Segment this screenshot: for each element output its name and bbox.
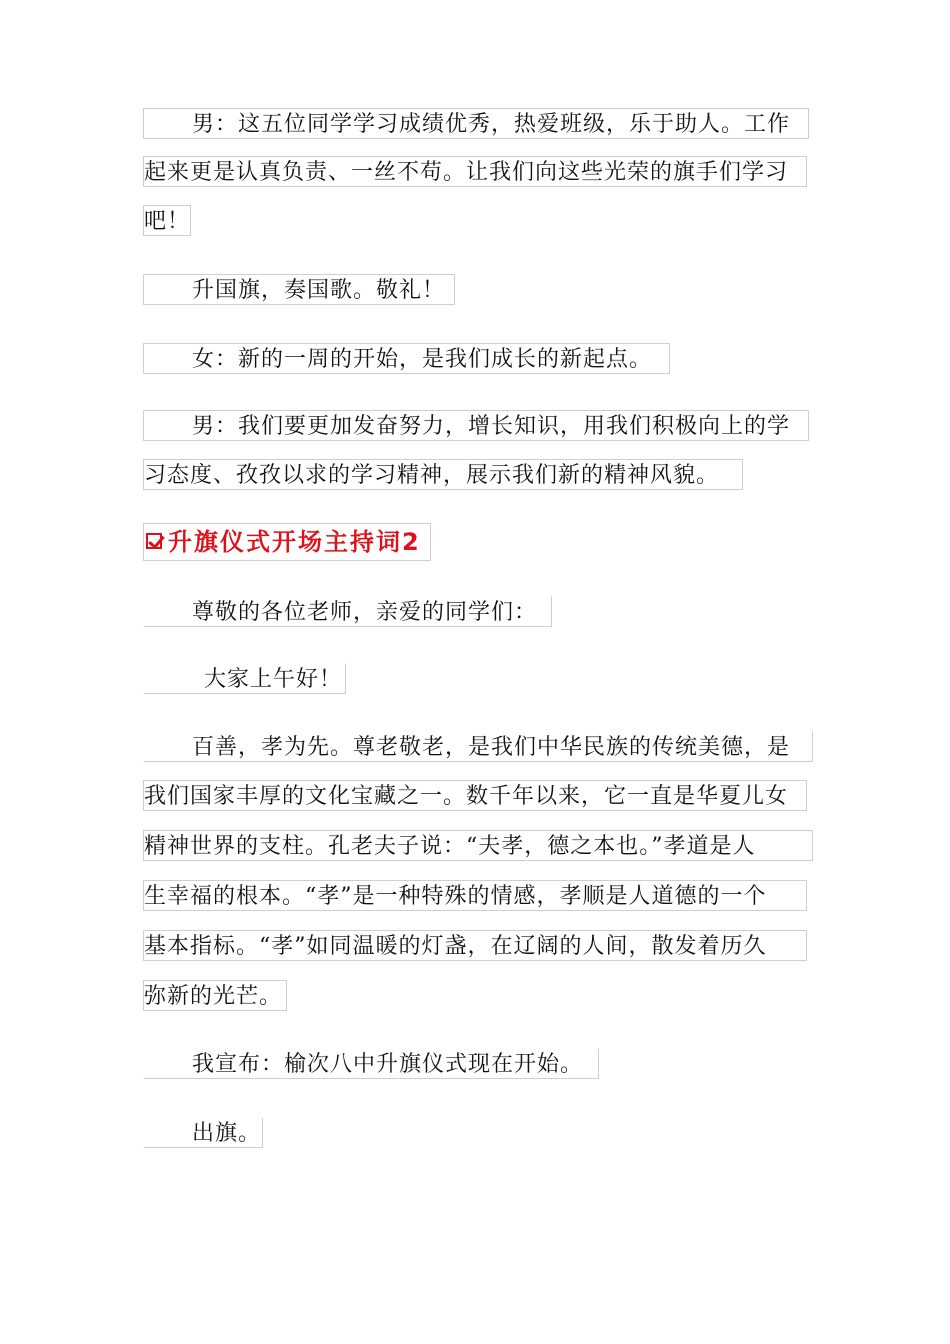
paragraph-line: 弥新的光芒。 (143, 980, 287, 1011)
paragraph-line: 大家上午好！ (143, 663, 346, 694)
paragraph-line: 男：我们要更加发奋努力，增长知识，用我们积极向上的学 (143, 410, 809, 441)
paragraph-line: 我们国家丰厚的文化宝藏之一。数千年以来，它一直是华夏儿女 (143, 780, 807, 811)
section-heading (143, 523, 431, 561)
paragraph-line: 起来更是认真负责、一丝不苟。让我们向这些光荣的旗手们学习 (143, 156, 807, 187)
paragraph-line: 精神世界的支柱。孔老夫子说：“夫孝，德之本也。”孝道是人 (143, 830, 813, 861)
paragraph-line: 升国旗，奏国歌。敬礼！ (143, 274, 455, 305)
paragraph-line: 生幸福的根本。“孝”是一种特殊的情感，孝顺是人道德的一个 (143, 880, 807, 911)
paragraph-line: 尊敬的各位老师，亲爱的同学们： (143, 596, 552, 627)
paragraph-line: 百善，孝为先。尊老敬老，是我们中华民族的传统美德，是 (143, 731, 813, 762)
paragraph-line: 出旗。 (143, 1117, 263, 1148)
paragraph-line: 基本指标。“孝”如同温暖的灯盏，在辽阔的人间，散发着历久 (143, 930, 807, 961)
paragraph-line: 女：新的一周的开始，是我们成长的新起点。 (143, 343, 670, 374)
paragraph-line: 我宣布：榆次八中升旗仪式现在开始。 (143, 1048, 599, 1079)
paragraph-line: 男：这五位同学学习成绩优秀，热爱班级，乐于助人。工作 (143, 108, 809, 139)
heading-text: 升旗仪式开场主持词2 (168, 528, 421, 556)
paragraph-line: 吧！ (143, 205, 191, 236)
paragraph-line: 习态度、孜孜以求的学习精神，展示我们新的精神风貌。 (143, 459, 743, 490)
checkbox-icon (146, 533, 162, 549)
